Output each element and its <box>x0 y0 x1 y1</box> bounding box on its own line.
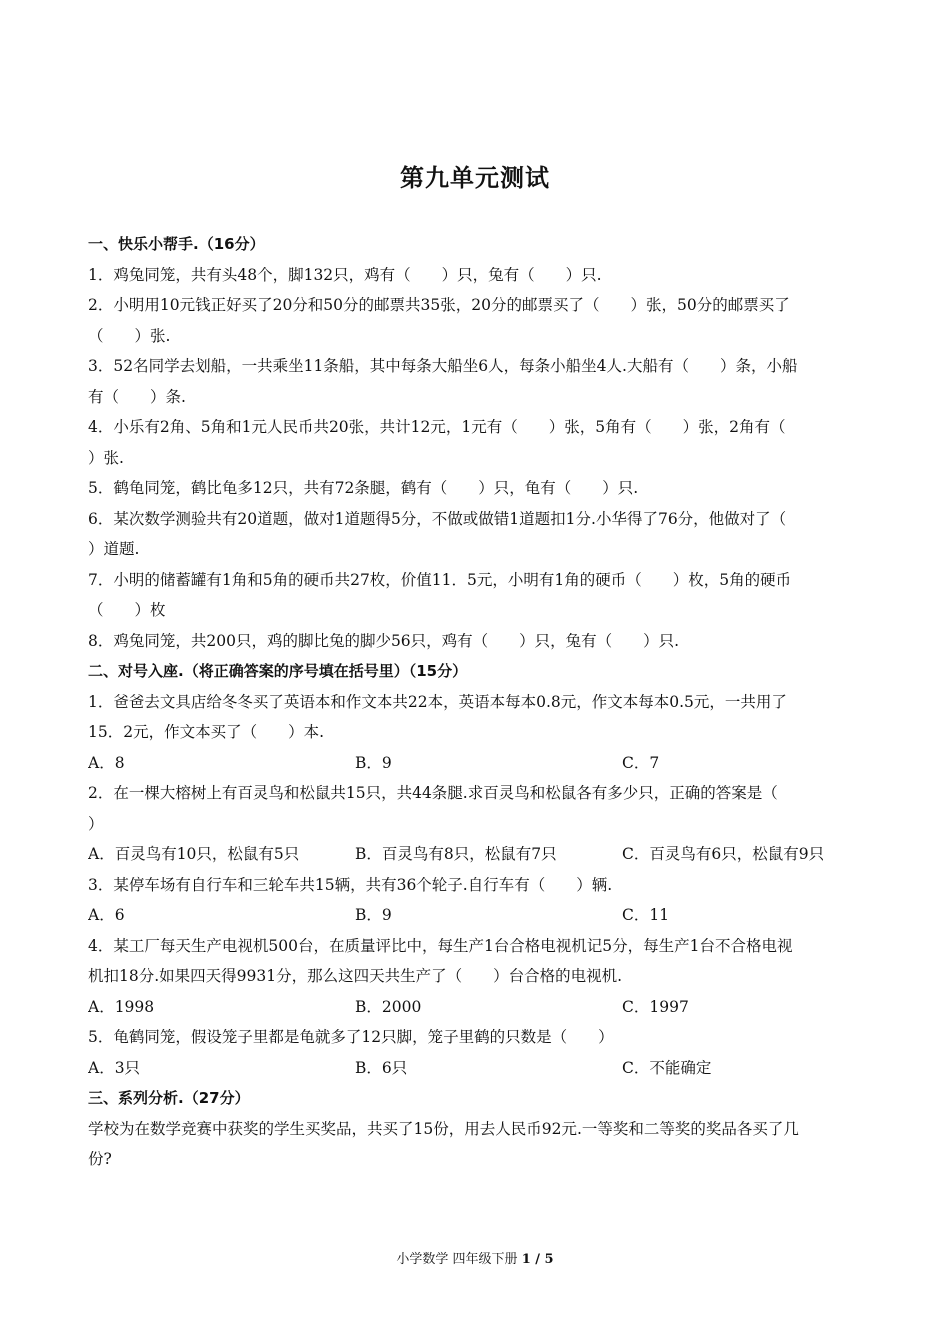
option-b: B．6只 <box>355 1058 408 1077</box>
option-c: C．1997 <box>622 997 689 1016</box>
answer-options <box>88 839 864 870</box>
question-text: 学校为在数学竞赛中获奖的学生买奖品，共买了15份，用去人民币92元.一等奖和二等奖的奖品各买了几 <box>88 1119 799 1138</box>
question-text: 5．龟鹤同笼，假设笼子里都是龟就多了12只脚，笼子里鹤的只数是（ ） <box>88 1028 614 1046</box>
section-3-heading: 三、系列分析.（27分） <box>88 1089 250 1107</box>
option-a: A．3只 <box>88 1058 141 1077</box>
section-1-line: ）张. <box>88 448 124 467</box>
answer-options <box>88 900 864 931</box>
page-number: 1 / 5 <box>521 1252 554 1267</box>
option-b: B．2000 <box>355 997 422 1016</box>
footer-label: 小学数学 四年级下册 <box>396 1252 518 1267</box>
section-1-line: （ ）枚 <box>88 601 166 619</box>
answer-options <box>88 992 864 1023</box>
option-b: B．9 <box>355 906 392 924</box>
question-text: 4．某工厂每天生产电视机500台，在质量评比中，每生产1台合格电视机记5分，每生产1台不合格电视 <box>88 936 793 955</box>
option-a: A．1998 <box>88 997 155 1016</box>
section-1-line: 1．鸡兔同笼，共有头48个，脚132只，鸡有（ ）只，兔有（ ）只. <box>88 265 602 284</box>
section-1-line: 6．某次数学测验共有20道题，做对1道题得5分，不做或做错1道题扣1分.小华得了76分，他做对了（ <box>88 509 787 528</box>
page-footer <box>0 1248 950 1267</box>
option-c: C．7 <box>622 753 660 772</box>
section-1-line: 3．52名同学去划船，一共乘坐11条船，其中每条大船坐6人，每条小船坐4人.大船有（ ）条，小船 <box>88 357 798 375</box>
question-text: 15．2元，作文本买了（ ）本. <box>88 723 325 741</box>
section-1-line: 有（ ）条. <box>88 387 186 406</box>
question-text: 2．在一棵大榕树上有百灵鸟和松鼠共15只，共44条腿.求百灵鸟和松鼠各有多少只，正确的答案是（ <box>88 784 778 802</box>
page-title: 第九单元测试 <box>400 164 550 192</box>
section-1-line: 8．鸡兔同笼，共200只，鸡的脚比兔的脚少56只，鸡有（ ）只，兔有（ ）只. <box>88 631 680 650</box>
question-text: 份? <box>88 1150 112 1168</box>
section-2-heading: 二、对号入座.（将正确答案的序号填在括号里）（15分） <box>88 662 468 680</box>
option-b: B．9 <box>355 753 392 772</box>
option-a: A．8 <box>88 753 125 772</box>
section-1-line: 4．小乐有2角、5角和1元人民币共20张，共计12元，1元有（ ）张，5角有（ ）张，2角有（ <box>88 418 786 436</box>
question-text: 机扣18分.如果四天得9931分，那么这四天共生产了（ ）台合格的电视机. <box>88 967 623 985</box>
question-text: ） <box>88 814 104 833</box>
option-c: C．百灵鸟有6只，松鼠有9只 <box>622 845 825 863</box>
worksheet-content <box>88 229 864 1175</box>
section-1-line: 7．小明的储蓄罐有1角和5角的硬币共27枚，价值11．5元，小明有1角的硬币（ ）枚，5角的硬币 <box>88 570 792 589</box>
option-c: C．11 <box>622 906 670 924</box>
section-1-heading: 一、快乐小帮手.（16分） <box>88 235 265 253</box>
question-text: 1．爸爸去文具店给冬冬买了英语本和作文本共22本，英语本每本0.8元，作文本每本0.5元，一共用了 <box>88 692 787 711</box>
answer-options <box>88 748 864 779</box>
option-a: A．6 <box>88 906 125 924</box>
section-1-line: 2．小明用10元钱正好买了20分和50分的邮票共35张，20分的邮票买了（ ）张，50分的邮票买了 <box>88 296 790 314</box>
answer-options <box>88 1053 864 1084</box>
section-1-line: （ ）张. <box>88 326 171 345</box>
option-b: B．百灵鸟有8只，松鼠有7只 <box>355 845 557 863</box>
option-a: A．百灵鸟有10只，松鼠有5只 <box>88 845 300 863</box>
option-c: C．不能确定 <box>622 1058 712 1077</box>
section-1-line: ）道题. <box>88 540 140 558</box>
section-1-line: 5．鹤龟同笼，鹤比龟多12只，共有72条腿，鹤有（ ）只，龟有（ ）只. <box>88 479 639 497</box>
question-text: 3．某停车场有自行车和三轮车共15辆，共有36个轮子.自行车有（ ）辆. <box>88 875 613 894</box>
